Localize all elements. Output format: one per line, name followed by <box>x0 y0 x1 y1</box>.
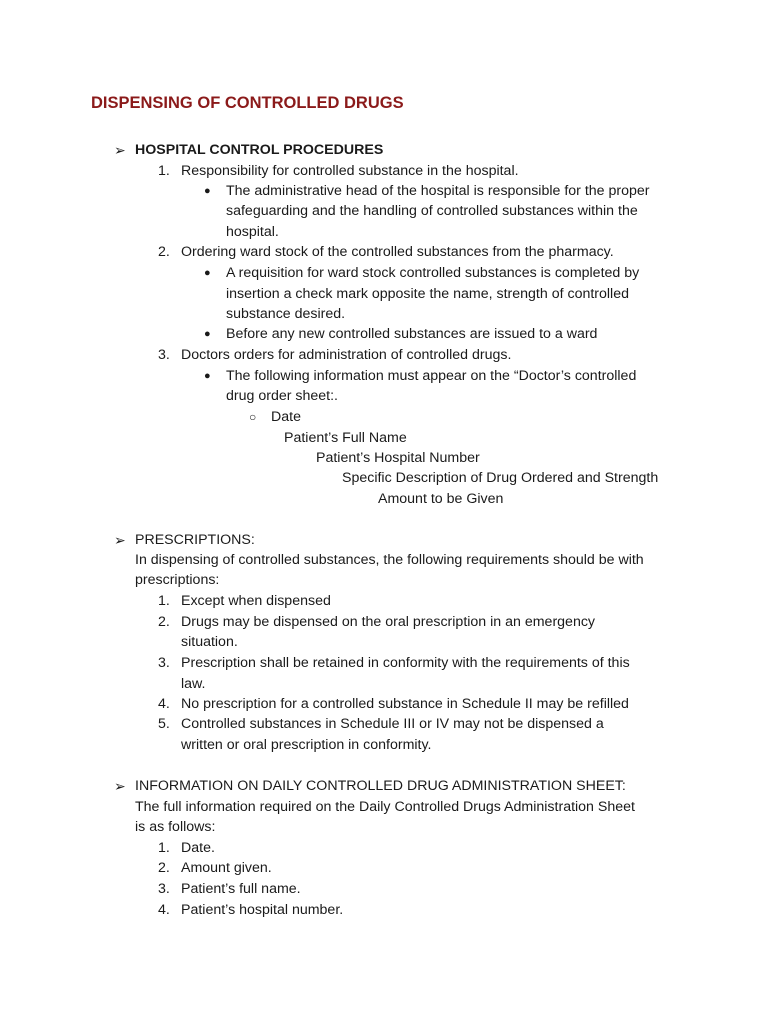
bullet-line: A requisition for ward stock controlled substances is completed by <box>226 265 640 281</box>
bullet-line: The following information must appear on the “Doctor’s controlled <box>226 368 637 384</box>
sub-item: Date <box>271 409 301 425</box>
list-number: 4. <box>158 902 170 918</box>
bullet-line: drug order sheet:. <box>226 388 338 404</box>
list-number: 2. <box>158 244 170 260</box>
bullet-line: The administrative head of the hospital is responsible for the proper <box>226 183 650 199</box>
sub-item: Patient’s Full Name <box>284 430 407 446</box>
list-item: Controlled substances in Schedule III or IV may not be dispensed a <box>181 716 604 732</box>
bullet-line: hospital. <box>226 224 279 240</box>
bullet-line: safeguarding and the handling of controlled substances within the <box>226 203 638 219</box>
arrow-bullet-icon: ➢ <box>114 142 126 158</box>
list-item: Doctors orders for administration of controlled drugs. <box>181 347 512 363</box>
document-title: DISPENSING OF CONTROLLED DRUGS <box>91 94 404 112</box>
list-item: written or oral prescription in conformity. <box>181 737 432 753</box>
list-item: law. <box>181 676 206 692</box>
sub-item: Amount to be Given <box>378 491 504 507</box>
bullet-line: Before any new controlled substances are issued to a ward <box>226 326 598 342</box>
list-number: 2. <box>158 614 170 630</box>
intro-line: In dispensing of controlled substances, the following requirements should be with <box>135 552 644 568</box>
section-heading-prescriptions: PRESCRIPTIONS: <box>135 532 255 548</box>
list-number: 3. <box>158 655 170 671</box>
intro-line: is as follows: <box>135 819 216 835</box>
section-heading-hospital-control: HOSPITAL CONTROL PROCEDURES <box>135 142 384 158</box>
arrow-bullet-icon: ➢ <box>114 778 126 794</box>
intro-line: prescriptions: <box>135 572 220 588</box>
list-item: situation. <box>181 634 238 650</box>
list-item: Date. <box>181 840 215 856</box>
list-item: Amount given. <box>181 860 272 876</box>
list-item: No prescription for a controlled substance in Schedule II may be refilled <box>181 696 629 712</box>
list-item: Except when dispensed <box>181 593 331 609</box>
section-heading-daily-sheet: INFORMATION ON DAILY CONTROLLED DRUG ADMINISTRATION SHEET: <box>135 778 626 794</box>
circle-bullet-icon: ○ <box>249 410 257 424</box>
list-number: 5. <box>158 716 170 732</box>
list-number: 3. <box>158 881 170 897</box>
list-item: Responsibility for controlled substance in the hospital. <box>181 163 519 179</box>
bullet-icon: ● <box>204 370 211 382</box>
bullet-line: substance desired. <box>226 306 346 322</box>
list-number: 2. <box>158 860 170 876</box>
bullet-icon: ● <box>204 267 211 279</box>
list-number: 4. <box>158 696 170 712</box>
sub-item: Patient’s Hospital Number <box>316 450 480 466</box>
list-number: 1. <box>158 593 170 609</box>
list-number: 1. <box>158 163 170 179</box>
list-number: 3. <box>158 347 170 363</box>
list-item: Patient’s hospital number. <box>181 902 344 918</box>
bullet-icon: ● <box>204 185 211 197</box>
list-item: Ordering ward stock of the controlled substances from the pharmacy. <box>181 244 614 260</box>
list-item: Drugs may be dispensed on the oral prescription in an emergency <box>181 614 596 630</box>
list-item: Patient’s full name. <box>181 881 301 897</box>
intro-line: The full information required on the Daily Controlled Drugs Administration Sheet <box>135 799 635 815</box>
sub-item: Specific Description of Drug Ordered and Strength <box>342 470 659 486</box>
bullet-line: insertion a check mark opposite the name, strength of controlled <box>226 286 629 302</box>
bullet-icon: ● <box>204 328 211 340</box>
list-number: 1. <box>158 840 170 856</box>
list-item: Prescription shall be retained in conformity with the requirements of this <box>181 655 630 671</box>
arrow-bullet-icon: ➢ <box>114 532 126 548</box>
